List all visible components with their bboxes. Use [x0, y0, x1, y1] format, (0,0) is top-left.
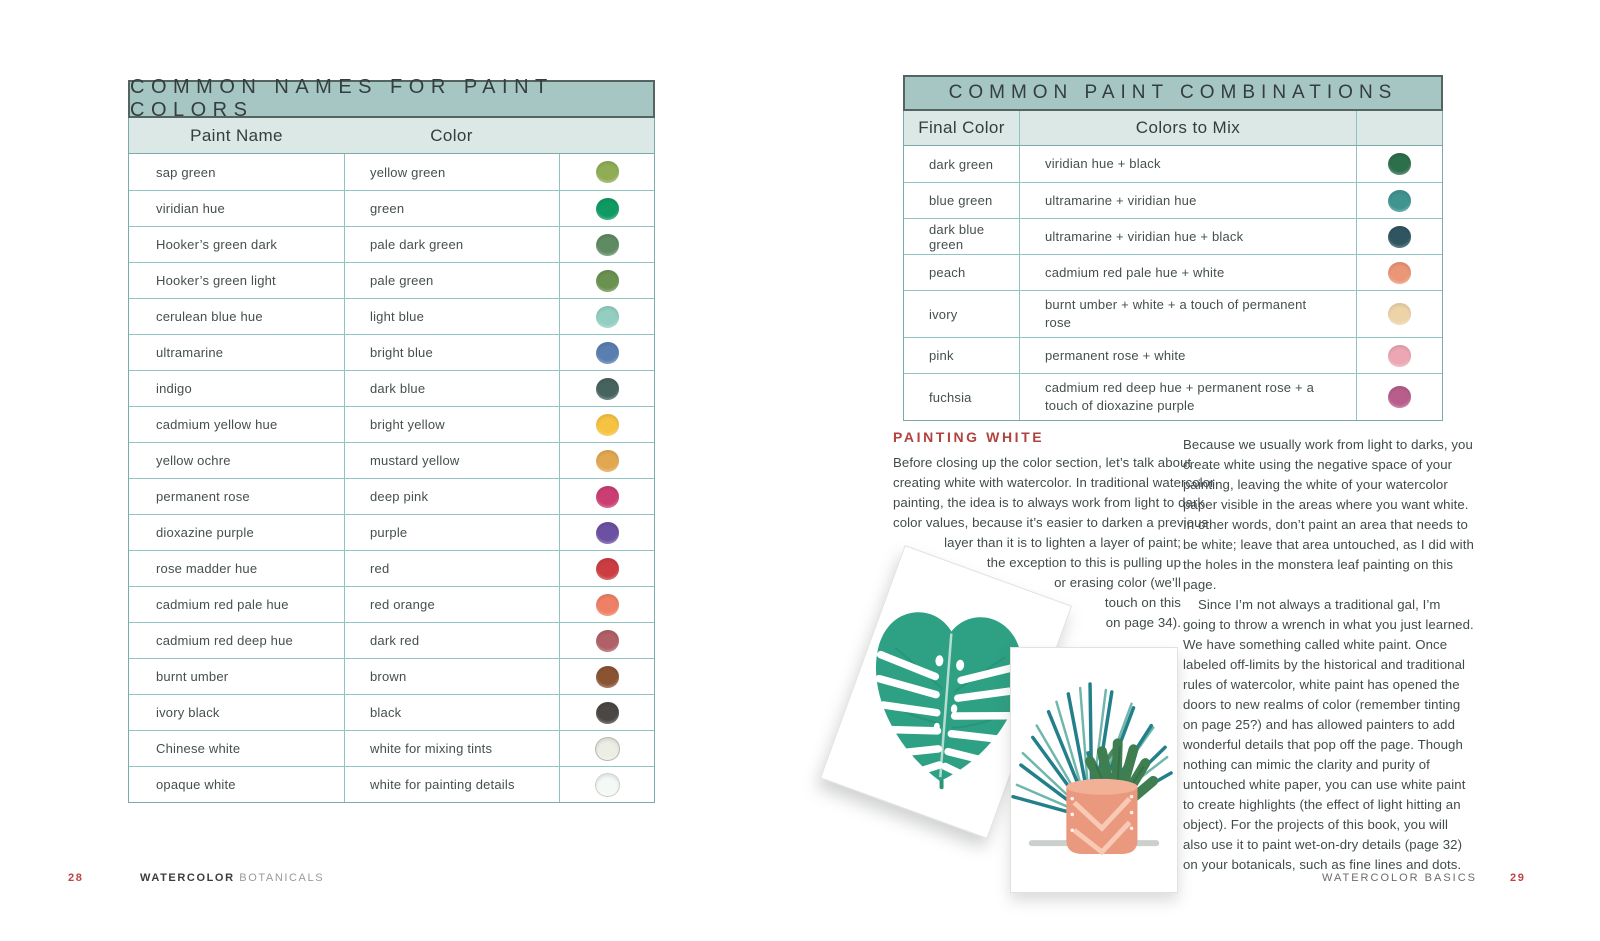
paint-swatch	[596, 450, 619, 472]
paint-swatch	[596, 666, 619, 688]
palm-painting-card	[1010, 647, 1178, 893]
paint-swatch	[1388, 153, 1411, 175]
cell-color-description: white for mixing tints	[344, 731, 559, 766]
paint-swatch	[596, 630, 619, 652]
cell-paint-name: ultramarine	[156, 345, 224, 360]
paint-swatch	[1388, 262, 1411, 284]
body-paragraph: Because we usually work from light to darks, you create white using the negative space of your painting, leaving the white of your watercolor paper visible in the areas where you want white. In other words, don’t paint an area that needs to be white; leave that area untouched, as I did with the holes in the monstera leaf painting on this page.	[1183, 437, 1474, 592]
cell-swatch	[1356, 255, 1442, 290]
book-title-light: BOTANICALS	[234, 872, 325, 884]
cell-paint-name: cadmium red pale hue	[156, 597, 289, 612]
body-text-line: color values, because it’s easier to darken a previous	[893, 515, 1209, 530]
cell-colors-to-mix: cadmium red pale hue + white	[1019, 255, 1356, 290]
cell-color-description: pale green	[344, 263, 559, 298]
table-row	[129, 154, 654, 190]
cell-colors-to-mix: ultramarine + viridian hue	[1019, 183, 1356, 218]
cell-paint-name: ivory black	[156, 705, 220, 720]
left-page-number: 28	[68, 872, 84, 884]
cell-colors-to-mix: permanent rose + white	[1019, 338, 1356, 373]
paint-swatch	[596, 378, 619, 400]
cell-colors-to-mix: cadmium red deep hue + permanent rose + a touch of dioxazine purple	[1019, 374, 1356, 420]
cell-paint-name: sap green	[156, 164, 216, 180]
paint-swatch	[595, 773, 620, 797]
right-page-number: 29	[1510, 872, 1526, 884]
cell-swatch	[559, 443, 654, 478]
paint-swatch	[596, 306, 619, 328]
cell-swatch	[559, 731, 654, 766]
cell-paint-name: Hooker’s green light	[156, 273, 276, 288]
paint-combinations-title-text: COMMON PAINT COMBINATIONS	[948, 82, 1398, 103]
cell-paint-name: Hooker’s green dark	[156, 237, 278, 252]
cell-paint-name: cerulean blue hue	[156, 309, 263, 324]
paint-swatch	[596, 161, 619, 183]
body-text-line: layer than it is to lighten a layer of paint;	[944, 535, 1181, 550]
paint-names-tbody	[128, 154, 655, 803]
paint-swatch	[596, 342, 619, 364]
paint-combinations-table-header	[903, 111, 1443, 146]
cell-color-description: dark red	[344, 623, 559, 658]
paint-swatch	[596, 522, 619, 544]
paint-names-table-title	[128, 76, 655, 121]
paint-swatch	[1388, 345, 1411, 367]
paint-combinations-table	[903, 75, 1443, 421]
table-row	[904, 290, 1442, 337]
body-text-line: the exception to this is pulling up	[986, 555, 1181, 570]
cell-swatch	[559, 623, 654, 658]
table-row	[129, 262, 654, 298]
column-header-color: Color	[430, 125, 473, 145]
cell-swatch	[559, 407, 654, 442]
cell-final-color: peach	[929, 265, 966, 280]
cell-swatch	[559, 695, 654, 730]
body-paragraph: Since I’m not always a traditional gal, I’m going to throw a wrench in what you just learned. We have something called white paint. Once labeled off-limits by the historical and traditional rules of watercolor, white paint has opened the doors to new realms of color (remember tinting on page 25?) and has allowed painters to add wonderful details that pop off the page. Though nothing can mimic the clarity and purity of untouched white paper, you can use white paint to create highlights (the effect of light hitting an object). For the projects of this book, you will also use it to paint wet-on-dry details (page 32) on your botanicals, such as fine lines and dots.	[1183, 597, 1474, 872]
paint-swatch	[596, 234, 619, 256]
cell-color-description: dark blue	[344, 371, 559, 406]
paint-swatch	[1388, 303, 1411, 325]
table-row	[129, 370, 654, 406]
body-text-line: painting, the idea is to always work from light to dark	[893, 495, 1205, 510]
cell-final-color: blue green	[929, 193, 993, 208]
table-row	[904, 254, 1442, 290]
cell-color-description: mustard yellow	[344, 443, 559, 478]
cell-swatch	[559, 659, 654, 694]
table-row	[129, 406, 654, 442]
body-text-line: on page 34).	[1105, 615, 1181, 630]
cell-colors-to-mix: viridian hue + black	[1019, 146, 1356, 182]
paint-swatch	[596, 558, 619, 580]
table-row	[129, 190, 654, 226]
cell-color-description: bright yellow	[344, 407, 559, 442]
book-title	[140, 872, 324, 884]
column-header-paint-name: Paint Name	[190, 125, 283, 145]
painting-white-right-column	[1183, 435, 1475, 875]
paint-swatch	[596, 594, 619, 616]
cell-swatch	[559, 587, 654, 622]
paint-swatch	[596, 270, 619, 292]
cell-paint-name: cadmium red deep hue	[156, 633, 293, 648]
cell-final-color: pink	[929, 348, 954, 363]
table-row	[129, 298, 654, 334]
paint-names-table-header	[128, 118, 655, 154]
cell-paint-name: indigo	[156, 381, 192, 396]
cell-swatch	[559, 154, 654, 190]
cell-swatch	[559, 263, 654, 298]
table-row	[129, 478, 654, 514]
paint-swatch	[596, 702, 619, 724]
body-text-line: Before closing up the color section, let’s talk about	[893, 455, 1192, 470]
cell-final-color: fuchsia	[929, 389, 972, 405]
cell-swatch	[559, 515, 654, 550]
cell-paint-name: permanent rose	[156, 489, 250, 504]
table-row	[904, 337, 1442, 373]
cell-swatch	[1356, 291, 1442, 337]
cell-swatch	[1356, 219, 1442, 254]
cell-final-color: dark green	[929, 156, 994, 172]
cell-paint-name: viridian hue	[156, 201, 225, 216]
cell-paint-name: rose madder hue	[156, 561, 258, 576]
column-header-final-color: Final Color	[918, 118, 1005, 137]
column-header-swatch	[1356, 111, 1442, 145]
cell-final-color: dark blue green	[929, 221, 985, 252]
cell-swatch	[559, 551, 654, 586]
cell-swatch	[559, 335, 654, 370]
body-text-line: touch on this	[1104, 595, 1181, 610]
table-row	[129, 730, 654, 766]
cell-colors-to-mix: burnt umber + white + a touch of permanent rose	[1019, 291, 1356, 337]
table-row	[129, 622, 654, 658]
table-row	[129, 226, 654, 262]
table-row	[129, 334, 654, 370]
cell-swatch	[1356, 338, 1442, 373]
paint-swatch	[595, 737, 620, 761]
body-text-line: creating white with watercolor. In traditional watercolor	[893, 475, 1215, 490]
cell-color-description: black	[344, 695, 559, 730]
cell-swatch	[559, 191, 654, 226]
cell-color-description: red orange	[344, 587, 559, 622]
table-row	[904, 373, 1442, 420]
cell-color-description: light blue	[344, 299, 559, 334]
chapter-title: WATERCOLOR BASICS	[1322, 872, 1478, 884]
cell-swatch	[559, 371, 654, 406]
cell-color-description: pale dark green	[344, 227, 559, 262]
painting-white-heading: PAINTING WHITE	[893, 429, 1045, 445]
cell-colors-to-mix: ultramarine + viridian hue + black	[1019, 219, 1356, 254]
paint-combinations-table-title	[903, 75, 1443, 111]
cell-swatch	[559, 227, 654, 262]
paint-swatch	[596, 198, 619, 220]
cell-swatch	[1356, 183, 1442, 218]
paint-names-table	[128, 76, 655, 803]
cell-swatch	[559, 479, 654, 514]
column-header-colors-to-mix: Colors to Mix	[1019, 111, 1356, 145]
table-row	[129, 586, 654, 622]
cell-final-color: ivory	[929, 306, 958, 322]
table-row	[129, 442, 654, 478]
table-row	[129, 766, 654, 802]
cell-paint-name: yellow ochre	[156, 453, 231, 468]
table-row	[904, 218, 1442, 254]
table-row	[129, 514, 654, 550]
cell-paint-name: cadmium yellow hue	[156, 417, 278, 432]
cell-swatch	[1356, 374, 1442, 420]
paint-names-title-text: COMMON NAMES FOR PAINT COLORS	[130, 76, 554, 121]
cell-color-description: bright blue	[344, 335, 559, 370]
cell-paint-name: Chinese white	[156, 741, 241, 756]
cell-paint-name: opaque white	[156, 777, 236, 792]
book-title-bold: WATERCOLOR	[140, 872, 235, 884]
paint-swatch	[596, 414, 619, 436]
table-row	[904, 182, 1442, 218]
cell-paint-name: burnt umber	[156, 669, 229, 684]
table-row	[129, 694, 654, 730]
painting-white-left-column	[893, 453, 1215, 633]
paint-combinations-tbody	[903, 146, 1443, 421]
table-row	[904, 146, 1442, 182]
cell-swatch	[559, 767, 654, 802]
paint-swatch	[596, 486, 619, 508]
paint-swatch	[1388, 386, 1411, 408]
paint-swatch	[1388, 190, 1411, 212]
cell-color-description: red	[344, 551, 559, 586]
body-text-line: or erasing color (we’ll	[1054, 575, 1181, 590]
cell-color-description: purple	[344, 515, 559, 550]
cell-color-description: deep pink	[344, 479, 559, 514]
cell-color-description: brown	[344, 659, 559, 694]
table-row	[129, 658, 654, 694]
cell-swatch	[1356, 146, 1442, 182]
cell-color-description: yellow green	[344, 154, 559, 190]
paint-swatch	[1388, 226, 1411, 248]
palm-plant-icon	[1011, 648, 1177, 892]
cell-paint-name: dioxazine purple	[156, 525, 254, 540]
cell-color-description: white for painting details	[344, 767, 559, 802]
column-header-swatch	[559, 118, 654, 153]
cell-swatch	[559, 299, 654, 334]
table-row	[129, 550, 654, 586]
cell-color-description: green	[344, 191, 559, 226]
